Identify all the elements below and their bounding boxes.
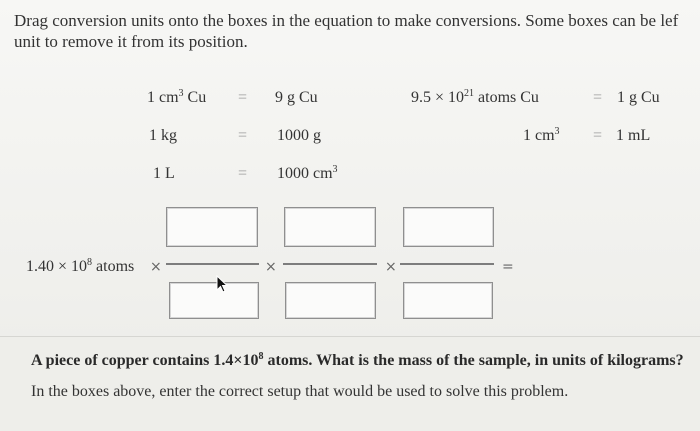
fraction-bar-2: [283, 263, 377, 265]
fraction-bar-1: [166, 263, 259, 265]
multiply-sign: ×: [150, 259, 162, 275]
starting-value: 1.40 × 10: [26, 258, 88, 275]
conversion-tile-1cm3[interactable]: [523, 127, 560, 145]
conversion-left-unit: Cu: [183, 89, 207, 106]
denominator-drop-box-2[interactable]: [285, 282, 376, 319]
exponent: 21: [464, 88, 475, 99]
conversion-left-value: 9.5 × 10: [411, 89, 465, 106]
conversion-right-value: 1000 cm: [277, 165, 333, 182]
conversion-tile-1000cm3[interactable]: [277, 165, 338, 183]
conversion-tile-9g-cu[interactable]: 9 g Cu: [275, 89, 318, 106]
denominator-drop-box-1[interactable]: [169, 282, 259, 319]
numerator-drop-box-2[interactable]: [284, 207, 376, 247]
conversion-tile-1l[interactable]: 1 L: [153, 165, 175, 182]
conversion-left-unit: atoms Cu: [474, 89, 539, 106]
conversion-left-value: 1 cm: [147, 89, 179, 106]
equals-sign: =: [238, 127, 248, 144]
instructions-line-1: Drag conversion units onto the boxes in the equation to make conversions. Some boxes can be lef: [14, 11, 679, 30]
starting-unit: atoms: [92, 258, 135, 275]
exponent: 3: [554, 126, 560, 137]
instructions-text: [14, 10, 700, 52]
mouse-cursor-icon: [216, 275, 230, 295]
equals-sign: =: [593, 127, 603, 144]
conversion-tile-1g-cu[interactable]: 1 g Cu: [617, 89, 660, 106]
exponent: 3: [332, 164, 338, 175]
equals-sign: =: [238, 89, 248, 106]
numerator-drop-box-3[interactable]: [403, 207, 494, 247]
equals-sign: =: [238, 165, 248, 182]
conversion-tile-1ml[interactable]: 1 mL: [616, 127, 651, 144]
numerator-drop-box-1[interactable]: [166, 207, 258, 247]
conversion-tile-1kg[interactable]: 1 kg: [149, 127, 177, 144]
denominator-drop-box-3[interactable]: [403, 282, 493, 319]
starting-quantity: [26, 258, 134, 276]
equals-sign: =: [593, 89, 603, 106]
conversion-left-value: 1 cm: [523, 127, 555, 144]
instructions-line-2: unit to remove it from its position.: [14, 32, 248, 51]
fraction-bar-3: [400, 263, 494, 265]
question-hint: In the boxes above, enter the correct setup that would be used to solve this problem.: [31, 383, 569, 400]
exponent: 3: [178, 88, 184, 99]
conversion-tile-cm3-cu[interactable]: [147, 89, 206, 107]
conversion-tile-1000g[interactable]: 1000 g: [277, 127, 321, 144]
question-text-start: A piece of copper contains 1.4×10: [31, 352, 259, 369]
multiply-sign: ×: [385, 259, 397, 275]
equals-sign: =: [502, 259, 514, 275]
conversion-tile-atoms-cu[interactable]: [411, 89, 539, 107]
exponent: 8: [87, 257, 93, 268]
exponent: 8: [258, 351, 264, 362]
multiply-sign: ×: [265, 259, 277, 275]
question-text-end: atoms. What is the mass of the sample, in units of kilograms?: [263, 352, 684, 369]
question-text: [31, 352, 684, 370]
